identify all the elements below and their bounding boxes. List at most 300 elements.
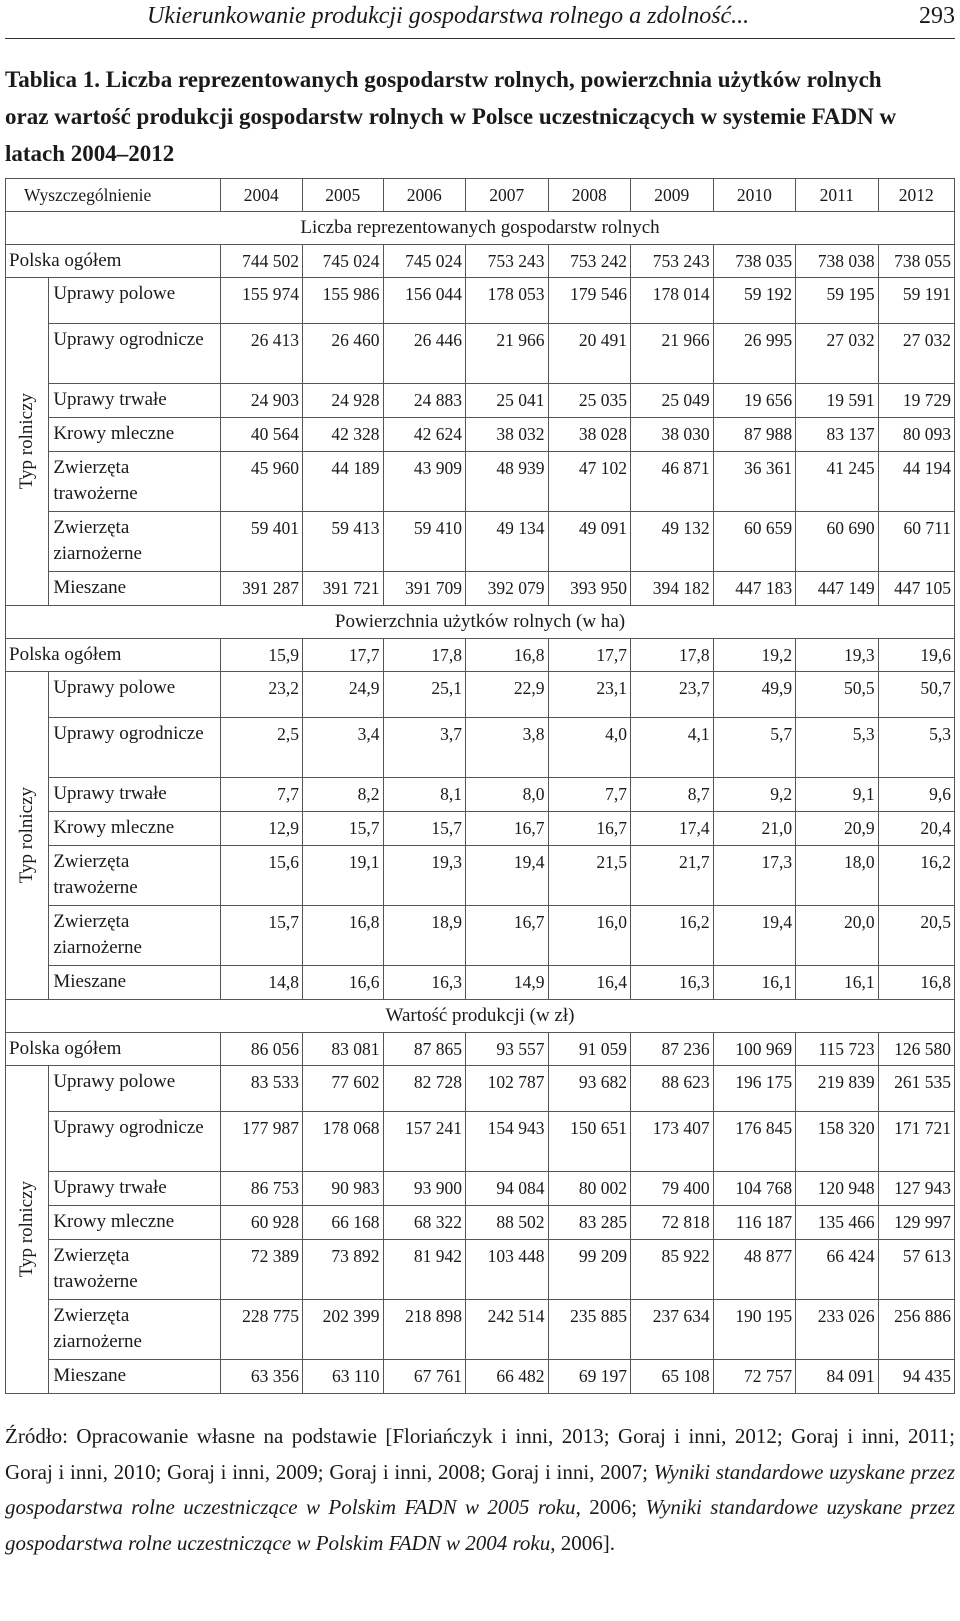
table-cell: 44 189	[303, 452, 383, 512]
section-title: Liczba reprezentowanych gospodarstw rolnych	[6, 212, 955, 245]
table-cell: 69 197	[548, 1360, 631, 1394]
table-cell: 59 410	[383, 512, 466, 572]
row-label: Krowy mleczne	[49, 812, 220, 846]
column-header-description: Wyszczególnienie	[6, 179, 221, 212]
table-cell: 72 757	[713, 1360, 796, 1394]
total-label: Polska ogółem	[6, 1033, 221, 1066]
table-cell: 73 892	[303, 1240, 383, 1300]
table-cell: 27 032	[796, 324, 879, 384]
table-row	[6, 812, 955, 846]
table-cell: 3,8	[466, 718, 549, 778]
total-value-cell: 87 236	[631, 1033, 714, 1066]
table-cell: 12,9	[220, 812, 303, 846]
table-cell: 25,1	[383, 672, 466, 718]
table-cell: 59 191	[878, 278, 954, 324]
table-cell: 218 898	[383, 1300, 466, 1360]
table-cell: 16,8	[878, 966, 954, 1000]
data-table	[5, 178, 955, 1394]
table-cell: 16,4	[548, 966, 631, 1000]
table-cell: 154 943	[466, 1112, 549, 1172]
row-label: Mieszane	[49, 572, 220, 606]
table-cell: 21,5	[548, 846, 631, 906]
table-cell: 82 728	[383, 1066, 466, 1112]
table-cell: 83 137	[796, 418, 879, 452]
table-cell: 88 623	[631, 1066, 714, 1112]
table-cell: 4,1	[631, 718, 714, 778]
table-cell: 38 028	[548, 418, 631, 452]
table-row	[6, 418, 955, 452]
row-label: Zwierzęta trawożerne	[49, 1240, 220, 1300]
table-cell: 24 903	[220, 384, 303, 418]
table-cell: 57 613	[878, 1240, 954, 1300]
table-cell: 60 928	[220, 1206, 303, 1240]
table-cell: 22,9	[466, 672, 549, 718]
table-cell: 60 690	[796, 512, 879, 572]
table-cell: 16,0	[548, 906, 631, 966]
table-cell: 60 711	[878, 512, 954, 572]
column-header-year: 2012	[878, 179, 954, 212]
total-value-cell: 100 969	[713, 1033, 796, 1066]
source-note-text: Wyniki standardowe uzyskane przez gospodarstwa rolne uczestniczące w Polskim FADN w 2004 roku	[5, 1495, 956, 1555]
table-cell: 19 729	[878, 384, 954, 418]
row-label: Uprawy ogrodnicze	[49, 718, 220, 778]
table-cell: 49 134	[466, 512, 549, 572]
total-value-cell: 738 038	[796, 245, 879, 278]
total-value-cell: 83 081	[303, 1033, 383, 1066]
table-cell: 47 102	[548, 452, 631, 512]
table-cell: 5,3	[796, 718, 879, 778]
table-cell: 15,7	[220, 906, 303, 966]
table-cell: 77 602	[303, 1066, 383, 1112]
table-cell: 19 591	[796, 384, 879, 418]
table-cell: 84 091	[796, 1360, 879, 1394]
total-value-cell: 19,3	[796, 639, 879, 672]
table-row	[6, 778, 955, 812]
total-value-cell: 17,8	[631, 639, 714, 672]
table-cell: 3,7	[383, 718, 466, 778]
row-label: Uprawy polowe	[49, 1066, 220, 1112]
total-row	[6, 639, 955, 672]
table-cell: 24 883	[383, 384, 466, 418]
table-cell: 116 187	[713, 1206, 796, 1240]
total-value-cell: 745 024	[303, 245, 383, 278]
table-cell: 26 446	[383, 324, 466, 384]
total-value-cell: 91 059	[548, 1033, 631, 1066]
total-value-cell: 93 557	[466, 1033, 549, 1066]
table-row	[6, 1240, 955, 1300]
table-cell: 66 424	[796, 1240, 879, 1300]
table-cell: 17,4	[631, 812, 714, 846]
table-cell: 173 407	[631, 1112, 714, 1172]
table-cell: 94 435	[878, 1360, 954, 1394]
table-cell: 25 049	[631, 384, 714, 418]
table-cell: 447 183	[713, 572, 796, 606]
section-title: Wartość produkcji (w zł)	[6, 1000, 955, 1033]
table-cell: 8,2	[303, 778, 383, 812]
table-cell: 102 787	[466, 1066, 549, 1112]
row-label: Uprawy polowe	[49, 672, 220, 718]
table-cell: 20 491	[548, 324, 631, 384]
table-cell: 21 966	[631, 324, 714, 384]
table-cell: 17,3	[713, 846, 796, 906]
table-cell: 60 659	[713, 512, 796, 572]
table-cell: 5,7	[713, 718, 796, 778]
table-cell: 18,0	[796, 846, 879, 906]
table-cell: 80 002	[548, 1172, 631, 1206]
row-label: Uprawy ogrodnicze	[49, 1112, 220, 1172]
table-cell: 156 044	[383, 278, 466, 324]
table-cell: 16,2	[878, 846, 954, 906]
table-cell: 135 466	[796, 1206, 879, 1240]
table-cell: 219 839	[796, 1066, 879, 1112]
table-cell: 59 195	[796, 278, 879, 324]
table-body	[6, 212, 955, 1394]
total-value-cell: 17,8	[383, 639, 466, 672]
row-label: Uprawy ogrodnicze	[49, 324, 220, 384]
table-row	[6, 966, 955, 1000]
table-cell: 86 753	[220, 1172, 303, 1206]
table-row	[6, 278, 955, 324]
table-cell: 26 413	[220, 324, 303, 384]
table-cell: 65 108	[631, 1360, 714, 1394]
table-cell: 8,0	[466, 778, 549, 812]
table-cell: 24 928	[303, 384, 383, 418]
total-value-cell: 19,2	[713, 639, 796, 672]
farm-type-group-label: Typ rolniczy	[16, 787, 38, 884]
section-title: Powierzchnia użytków rolnych (w ha)	[6, 606, 955, 639]
source-note	[5, 1419, 955, 1561]
table-cell: 50,7	[878, 672, 954, 718]
table-cell: 23,1	[548, 672, 631, 718]
column-header-year: 2004	[220, 179, 303, 212]
total-value-cell: 744 502	[220, 245, 303, 278]
column-header-year: 2009	[631, 179, 714, 212]
source-note-text: Źródło: Opracowanie własne na podstawie [Floriańczyk i inni, 2013; Goraj i inni, 2012; Goraj i inni, 2011; Goraj i inni, 2010; Goraj i inni, 2009; Goraj i inni, 2008; Goraj i inni, 2007;	[5, 1424, 955, 1484]
table-row	[6, 384, 955, 418]
table-row	[6, 1112, 955, 1172]
table-cell: 447 149	[796, 572, 879, 606]
table-row	[6, 1172, 955, 1206]
table-cell: 176 845	[713, 1112, 796, 1172]
table-cell: 27 032	[878, 324, 954, 384]
table-cell: 447 105	[878, 572, 954, 606]
total-row	[6, 245, 955, 278]
table-cell: 7,7	[220, 778, 303, 812]
row-label: Zwierzęta ziarnożerne	[49, 1300, 220, 1360]
table-cell: 19 656	[713, 384, 796, 418]
row-label: Zwierzęta trawożerne	[49, 452, 220, 512]
table-row	[6, 718, 955, 778]
table-cell: 66 168	[303, 1206, 383, 1240]
table-cell: 155 986	[303, 278, 383, 324]
table-cell: 59 401	[220, 512, 303, 572]
table-cell: 18,9	[383, 906, 466, 966]
page-number: 293	[919, 3, 955, 29]
table-cell: 46 871	[631, 452, 714, 512]
table-cell: 9,2	[713, 778, 796, 812]
table-row	[6, 512, 955, 572]
table-cell: 177 987	[220, 1112, 303, 1172]
total-value-cell: 738 055	[878, 245, 954, 278]
table-cell: 120 948	[796, 1172, 879, 1206]
table-cell: 21,7	[631, 846, 714, 906]
table-cell: 26 995	[713, 324, 796, 384]
total-value-cell: 738 035	[713, 245, 796, 278]
table-cell: 157 241	[383, 1112, 466, 1172]
table-cell: 50,5	[796, 672, 879, 718]
running-header	[5, 0, 955, 39]
table-cell: 20,0	[796, 906, 879, 966]
table-cell: 15,7	[303, 812, 383, 846]
table-cell: 16,1	[713, 966, 796, 1000]
table-cell: 83 533	[220, 1066, 303, 1112]
table-cell: 23,2	[220, 672, 303, 718]
table-cell: 38 032	[466, 418, 549, 452]
table-cell: 171 721	[878, 1112, 954, 1172]
total-value-cell: 753 243	[466, 245, 549, 278]
table-cell: 104 768	[713, 1172, 796, 1206]
table-cell: 94 084	[466, 1172, 549, 1206]
row-label: Uprawy trwałe	[49, 384, 220, 418]
table-cell: 66 482	[466, 1360, 549, 1394]
table-cell: 14,8	[220, 966, 303, 1000]
table-cell: 16,3	[383, 966, 466, 1000]
table-cell: 8,7	[631, 778, 714, 812]
table-cell: 72 818	[631, 1206, 714, 1240]
table-row	[6, 1360, 955, 1394]
table-cell: 19,3	[383, 846, 466, 906]
total-value-cell: 745 024	[383, 245, 466, 278]
total-value-cell: 753 243	[631, 245, 714, 278]
column-header-year: 2006	[383, 179, 466, 212]
table-cell: 49,9	[713, 672, 796, 718]
table-cell: 79 400	[631, 1172, 714, 1206]
total-label: Polska ogółem	[6, 245, 221, 278]
table-cell: 42 328	[303, 418, 383, 452]
table-cell: 80 093	[878, 418, 954, 452]
table-cell: 392 079	[466, 572, 549, 606]
column-header-year: 2005	[303, 179, 383, 212]
table-cell: 45 960	[220, 452, 303, 512]
table-cell: 261 535	[878, 1066, 954, 1112]
table-cell: 196 175	[713, 1066, 796, 1112]
table-cell: 83 285	[548, 1206, 631, 1240]
table-cell: 38 030	[631, 418, 714, 452]
table-cell: 9,1	[796, 778, 879, 812]
total-value-cell: 753 242	[548, 245, 631, 278]
table-cell: 16,2	[631, 906, 714, 966]
total-value-cell: 17,7	[303, 639, 383, 672]
table-cell: 15,7	[383, 812, 466, 846]
table-row	[6, 1206, 955, 1240]
table-cell: 25 041	[466, 384, 549, 418]
table-cell: 81 942	[383, 1240, 466, 1300]
source-note-text: , 2006;	[575, 1495, 646, 1519]
table-cell: 155 974	[220, 278, 303, 324]
table-cell: 16,6	[303, 966, 383, 1000]
row-label: Uprawy polowe	[49, 278, 220, 324]
total-value-cell: 17,7	[548, 639, 631, 672]
table-cell: 16,1	[796, 966, 879, 1000]
table-cell: 4,0	[548, 718, 631, 778]
section-title-row	[6, 212, 955, 245]
table-cell: 23,7	[631, 672, 714, 718]
table-cell: 25 035	[548, 384, 631, 418]
table-cell: 59 192	[713, 278, 796, 324]
row-label: Mieszane	[49, 966, 220, 1000]
total-value-cell: 87 865	[383, 1033, 466, 1066]
table-cell: 16,3	[631, 966, 714, 1000]
table-cell: 20,4	[878, 812, 954, 846]
table-cell: 59 413	[303, 512, 383, 572]
table-row	[6, 452, 955, 512]
table-cell: 48 877	[713, 1240, 796, 1300]
table-cell: 85 922	[631, 1240, 714, 1300]
table-cell: 103 448	[466, 1240, 549, 1300]
table-cell: 129 997	[878, 1206, 954, 1240]
table-cell: 3,4	[303, 718, 383, 778]
source-note-text: , 2006].	[550, 1530, 615, 1555]
section-title-row	[6, 1000, 955, 1033]
column-header-year: 2011	[796, 179, 879, 212]
table-cell: 8,1	[383, 778, 466, 812]
table-cell: 235 885	[548, 1300, 631, 1360]
total-row	[6, 1033, 955, 1066]
table-row	[6, 572, 955, 606]
farm-type-group-cell	[6, 278, 49, 606]
table-cell: 20,5	[878, 906, 954, 966]
total-label: Polska ogółem	[6, 639, 221, 672]
table-cell: 190 195	[713, 1300, 796, 1360]
row-label: Mieszane	[49, 1360, 220, 1394]
table-cell: 26 460	[303, 324, 383, 384]
table-cell: 237 634	[631, 1300, 714, 1360]
table-cell: 36 361	[713, 452, 796, 512]
farm-type-group-cell	[6, 1066, 49, 1394]
table-cell: 99 209	[548, 1240, 631, 1300]
table-row	[6, 1300, 955, 1360]
table-cell: 228 775	[220, 1300, 303, 1360]
row-label: Zwierzęta ziarnożerne	[49, 906, 220, 966]
table-cell: 233 026	[796, 1300, 879, 1360]
table-cell: 242 514	[466, 1300, 549, 1360]
table-caption: Tablica 1. Liczba reprezentowanych gospodarstw rolnych, powierzchnia użytków rolnych oraz wartość produkcji gospodarstw rolnych w Polsce uczestniczących w systemie FADN w latach 2004–2012	[5, 67, 897, 166]
table-cell: 19,4	[466, 846, 549, 906]
table-cell: 16,7	[548, 812, 631, 846]
table-cell: 40 564	[220, 418, 303, 452]
table-cell: 49 132	[631, 512, 714, 572]
table-cell: 48 939	[466, 452, 549, 512]
table-cell: 391 287	[220, 572, 303, 606]
row-label: Uprawy trwałe	[49, 778, 220, 812]
total-value-cell: 19,6	[878, 639, 954, 672]
table-cell: 394 182	[631, 572, 714, 606]
table-cell: 93 682	[548, 1066, 631, 1112]
table-cell: 19,1	[303, 846, 383, 906]
running-title: Ukierunkowanie produkcji gospodarstwa rolnego a zdolność...	[147, 3, 750, 29]
table-cell: 127 943	[878, 1172, 954, 1206]
table-cell: 44 194	[878, 452, 954, 512]
table-cell: 43 909	[383, 452, 466, 512]
table-cell: 24,9	[303, 672, 383, 718]
farm-type-group-cell	[6, 672, 49, 1000]
header-row	[6, 179, 955, 212]
table-cell: 67 761	[383, 1360, 466, 1394]
table-cell: 93 900	[383, 1172, 466, 1206]
column-header-year: 2008	[548, 179, 631, 212]
row-label: Zwierzęta ziarnożerne	[49, 512, 220, 572]
total-value-cell: 16,8	[466, 639, 549, 672]
table-row	[6, 906, 955, 966]
row-label: Uprawy trwałe	[49, 1172, 220, 1206]
table-cell: 72 389	[220, 1240, 303, 1300]
table-cell: 42 624	[383, 418, 466, 452]
column-header-year: 2010	[713, 179, 796, 212]
table-row	[6, 672, 955, 718]
column-header-year: 2007	[466, 179, 549, 212]
table-cell: 68 322	[383, 1206, 466, 1240]
table-cell: 21 966	[466, 324, 549, 384]
table-row	[6, 1066, 955, 1112]
table-cell: 87 988	[713, 418, 796, 452]
total-value-cell: 126 580	[878, 1033, 954, 1066]
table-cell: 88 502	[466, 1206, 549, 1240]
table-cell: 19,4	[713, 906, 796, 966]
table-cell: 16,7	[466, 812, 549, 846]
table-header	[6, 179, 955, 212]
table-cell: 179 546	[548, 278, 631, 324]
row-label: Krowy mleczne	[49, 418, 220, 452]
table-cell: 391 709	[383, 572, 466, 606]
table-cell: 63 356	[220, 1360, 303, 1394]
table-row	[6, 846, 955, 906]
table-cell: 256 886	[878, 1300, 954, 1360]
row-label: Krowy mleczne	[49, 1206, 220, 1240]
table-cell: 16,8	[303, 906, 383, 966]
total-value-cell: 86 056	[220, 1033, 303, 1066]
table-cell: 49 091	[548, 512, 631, 572]
farm-type-group-label: Typ rolniczy	[16, 1181, 38, 1278]
table-cell: 63 110	[303, 1360, 383, 1394]
section-title-row	[6, 606, 955, 639]
table-cell: 7,7	[548, 778, 631, 812]
table-cell: 16,7	[466, 906, 549, 966]
table-cell: 150 651	[548, 1112, 631, 1172]
row-label: Zwierzęta trawożerne	[49, 846, 220, 906]
table-cell: 393 950	[548, 572, 631, 606]
table-cell: 178 014	[631, 278, 714, 324]
table-cell: 2,5	[220, 718, 303, 778]
table-row	[6, 324, 955, 384]
total-value-cell: 15,9	[220, 639, 303, 672]
table-cell: 9,6	[878, 778, 954, 812]
table-cell: 21,0	[713, 812, 796, 846]
table-cell: 202 399	[303, 1300, 383, 1360]
table-cell: 20,9	[796, 812, 879, 846]
table-cell: 391 721	[303, 572, 383, 606]
source-note-text: Wyniki standardowe uzyskane przez gospodarstwa rolne uczestniczące w Polskim FADN w 2005 roku	[5, 1459, 956, 1519]
table-cell: 178 068	[303, 1112, 383, 1172]
table-cell: 15,6	[220, 846, 303, 906]
table-cell: 5,3	[878, 718, 954, 778]
farm-type-group-label: Typ rolniczy	[16, 393, 38, 490]
total-value-cell: 115 723	[796, 1033, 879, 1066]
table-cell: 90 983	[303, 1172, 383, 1206]
table-cell: 178 053	[466, 278, 549, 324]
table-cell: 158 320	[796, 1112, 879, 1172]
table-cell: 41 245	[796, 452, 879, 512]
table-cell: 14,9	[466, 966, 549, 1000]
